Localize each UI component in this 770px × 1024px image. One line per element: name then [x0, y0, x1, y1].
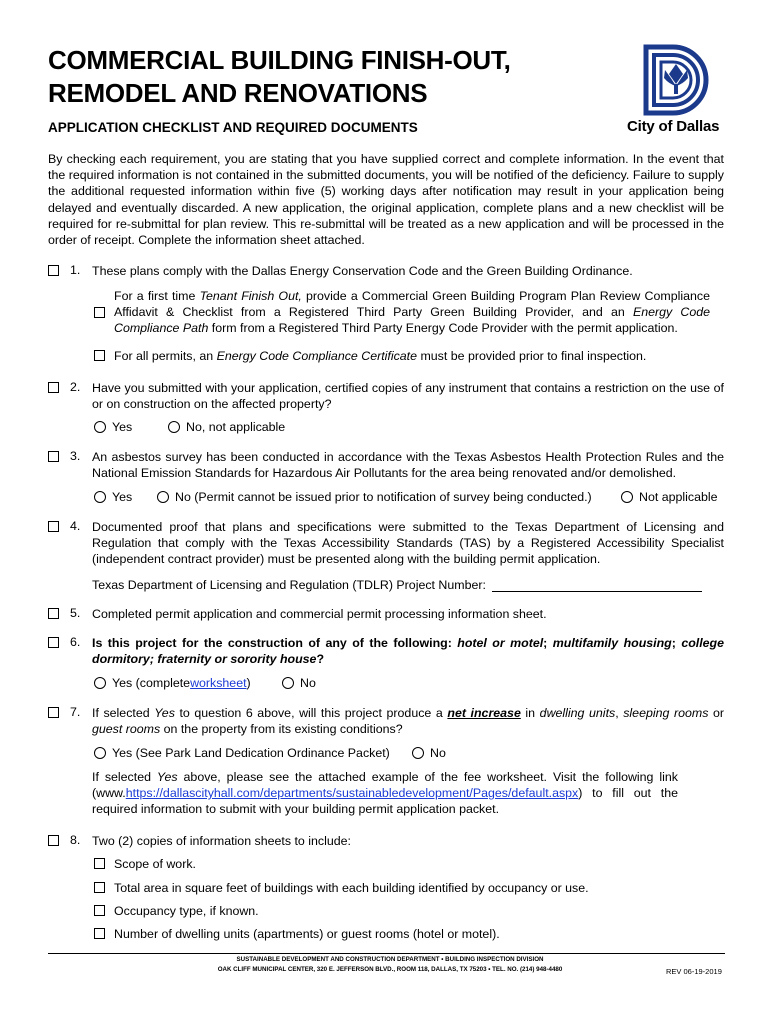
item-1a-text-part: form from a Registered Third Party Energy Code Provider with the permit application.: [208, 321, 678, 335]
item-1b-certificate: Energy Code Compliance Certificate: [216, 349, 418, 363]
item-6-no-label: No: [300, 676, 316, 690]
dallascityhall-link[interactable]: https://dallascityhall.com/departments/sustainabledevelopment/Pages/default.aspx: [125, 786, 579, 800]
item-1b-text-part: For all permits, an: [114, 349, 217, 363]
document-subtitle: APPLICATION CHECKLIST AND REQUIRED DOCUMENTS: [48, 120, 418, 135]
item-7-text: [92, 705, 724, 737]
item-6-text-part: ;: [543, 636, 553, 650]
item-8-checkbox[interactable]: [48, 835, 59, 846]
item-2-text: Have you submitted with your application, certified copies of any instrument that contains a restriction on the use of or on construction on the affected property?: [92, 381, 724, 411]
item-5-number: 5.: [70, 606, 81, 620]
item-3-no-label: No (Permit cannot be issued prior to notification of survey being conducted.): [175, 490, 592, 504]
document-title: [48, 44, 511, 110]
item-7-no-radio[interactable]: [412, 747, 424, 759]
item-7-no-option[interactable]: [412, 746, 446, 760]
item-3-no-radio[interactable]: [157, 491, 169, 503]
item-6-yes-label-end: ): [246, 676, 251, 690]
item-6-text-part: ?: [316, 652, 325, 666]
item-1-checkbox[interactable]: [48, 265, 59, 276]
item-8-area-text: Total area in square feet of buildings with each building identified by occupancy or use.: [114, 881, 589, 895]
item-7-sleeping-rooms: sleeping rooms: [623, 706, 709, 720]
item-2-no-radio[interactable]: [168, 421, 180, 433]
item-7-text-part: in: [520, 706, 540, 720]
item-2-number: 2.: [70, 380, 81, 394]
item-3-na-option[interactable]: [621, 490, 718, 504]
item-6-checkbox[interactable]: [48, 637, 59, 648]
revision-date: REV 06-19-2019: [666, 967, 722, 976]
footer-address: [130, 955, 650, 975]
item-3-yes-label: Yes: [112, 490, 133, 504]
item-6-hotel-motel: hotel or motel: [457, 636, 544, 650]
intro-paragraph: By checking each requirement, you are stating that you have supplied correct and complete information. In the event that the required information is not contained in the submitted documents, you will be notified of the deficiency. Failure to supply the additional requested information within five (5) working days after notification may result in your application being delayed and eventually discarded. A new application, the original application, complete plans and a new checklist will be required for re-submittal for plan review. This re-submittal will be treated as a new application and will be processed in the order of receipt. Complete the information sheet attached.: [48, 152, 724, 248]
item-1a-checkbox[interactable]: [94, 307, 105, 318]
item-7-followup-yes: Yes: [156, 770, 178, 784]
item-3-number: 3.: [70, 449, 81, 463]
item-8-text: Two (2) copies of information sheets to include:: [92, 834, 351, 848]
item-6-text: [92, 635, 724, 667]
item-7-guest-rooms: guest rooms: [92, 722, 161, 736]
item-8-dwelling-checkbox[interactable]: [94, 928, 105, 939]
item-7-dwelling-units: dwelling units: [539, 706, 616, 720]
item-8-scope-checkbox[interactable]: [94, 858, 105, 869]
item-7-number: 7.: [70, 705, 81, 719]
item-1b-text: [114, 348, 710, 364]
item-7-text-part: If selected: [92, 706, 155, 720]
item-4-number: 4.: [70, 519, 81, 533]
item-6-text-part: Is this project for the construction of any of the following:: [92, 636, 458, 650]
item-6-no-option[interactable]: [282, 676, 316, 690]
tdlr-project-number-field[interactable]: [492, 579, 702, 592]
item-7-yes-option[interactable]: [94, 746, 390, 760]
item-7-net-increase: net increase: [447, 706, 521, 720]
item-7-yes-ref: Yes: [154, 706, 175, 720]
item-3-yes-radio[interactable]: [94, 491, 106, 503]
item-2-yes-radio[interactable]: [94, 421, 106, 433]
item-3-checkbox[interactable]: [48, 451, 59, 462]
item-1a-text-part: provide a Commercial Green Building Program Plan Review Compliance Affidavit & Checklist from a Registered Third Party Green Building Provider, and an: [114, 289, 710, 319]
item-6-yes-label: Yes (complete: [112, 676, 191, 690]
item-6-no-radio[interactable]: [282, 677, 294, 689]
item-8-dwelling-text: Number of dwelling units (apartments) or guest rooms (hotel or motel).: [114, 927, 500, 941]
item-1a-text: [114, 288, 710, 336]
item-6-dormitory: college dormitory; fraternity or sorority house: [92, 636, 725, 666]
item-6-multifamily: multifamily housing: [552, 636, 672, 650]
item-8-occupancy-checkbox[interactable]: [94, 905, 105, 916]
item-1a-energy-code-path: Energy Code Compliance Path: [114, 305, 711, 335]
item-2-yes-option[interactable]: [94, 420, 132, 434]
item-7-text-part: to question 6 above, will this project produce a: [174, 706, 448, 720]
city-of-dallas-logo-text: City of Dallas: [627, 118, 720, 135]
city-of-dallas-logo-icon: [643, 44, 709, 116]
footer-line-2: OAK CLIFF MUNICIPAL CENTER, 320 E. JEFFERSON BLVD., ROOM 118, DALLAS, TX 75203 • TEL. NO. (214) 948-4480: [217, 966, 563, 973]
item-7-text-part: ,: [615, 706, 624, 720]
item-3-yes-option[interactable]: [94, 490, 132, 504]
item-2-checkbox[interactable]: [48, 382, 59, 393]
item-1-number: 1.: [70, 263, 81, 277]
item-1a-text-part: For a first time: [114, 289, 200, 303]
item-6-yes-radio[interactable]: [94, 677, 106, 689]
item-4-checkbox[interactable]: [48, 521, 59, 532]
item-5-checkbox[interactable]: [48, 608, 59, 619]
title-line-1: COMMERCIAL BUILDING FINISH-OUT,: [48, 45, 511, 75]
item-7-text-part: or: [708, 706, 725, 720]
item-7-followup-part: ) to fill out the required information to submit with your building permit application packet.: [92, 786, 678, 816]
item-2-yes-label: Yes: [112, 420, 133, 434]
item-7-followup-part: above, please see the attached example of the fee worksheet. Visit the following link (www.: [92, 770, 678, 800]
item-6-yes-option[interactable]: [94, 676, 251, 690]
item-7-yes-label: Yes (See Park Land Dedication Ordinance Packet): [112, 746, 390, 760]
tdlr-project-number-row: [92, 577, 702, 593]
item-6-number: 6.: [70, 635, 81, 649]
item-7-text-part: on the property from its existing conditions?: [160, 722, 403, 736]
item-1-text: These plans comply with the Dallas Energy Conservation Code and the Green Building Ordinance.: [92, 264, 633, 278]
item-3-no-option[interactable]: [157, 490, 592, 504]
item-1b-checkbox[interactable]: [94, 350, 105, 361]
item-2-no-label: No, not applicable: [186, 420, 286, 434]
worksheet-link[interactable]: worksheet: [190, 676, 247, 690]
tdlr-project-number-label: Texas Department of Licensing and Regulation (TDLR) Project Number:: [92, 578, 486, 592]
item-1b-text-part: must be provided prior to final inspection.: [417, 349, 647, 363]
footer-line-1: SUSTAINABLE DEVELOPMENT AND CONSTRUCTION DEPARTMENT • BUILDING INSPECTION DIVISION: [236, 956, 544, 963]
item-8-area-checkbox[interactable]: [94, 882, 105, 893]
item-7-checkbox[interactable]: [48, 707, 59, 718]
item-2-no-option[interactable]: [168, 420, 285, 434]
title-line-2: REMODEL AND RENOVATIONS: [48, 78, 428, 108]
item-5-text: Completed permit application and commercial permit processing information sheet.: [92, 607, 547, 621]
footer-divider: [48, 953, 725, 954]
item-7-followup-text: [92, 769, 678, 817]
item-7-yes-radio[interactable]: [94, 747, 106, 759]
item-7-no-label: No: [430, 746, 446, 760]
item-3-na-label: Not applicable: [639, 490, 718, 504]
item-8-number: 8.: [70, 833, 81, 847]
item-8-occupancy-text: Occupancy type, if known.: [114, 904, 259, 918]
item-7-followup-part: If selected: [92, 770, 157, 784]
item-6-text-part: ;: [671, 636, 682, 650]
item-4-text: Documented proof that plans and specifications were submitted to the Texas Department of Licensing and Regulation that comply with the Texas Accessibility Standards (TAS) by a Registered Accessibility Specialist (independent contract provider) must be presented along with the building permit application.: [92, 520, 724, 566]
item-8-scope-text: Scope of work.: [114, 857, 196, 871]
item-3-na-radio[interactable]: [621, 491, 633, 503]
item-1a-tenant-finish-out: Tenant Finish Out,: [199, 289, 302, 303]
item-3-text: An asbestos survey has been conducted in accordance with the Texas Asbestos Health Protection Rules and the National Emission Standards for Hazardous Air Pollutants for the area being renovated and/or demolished.: [92, 450, 724, 480]
